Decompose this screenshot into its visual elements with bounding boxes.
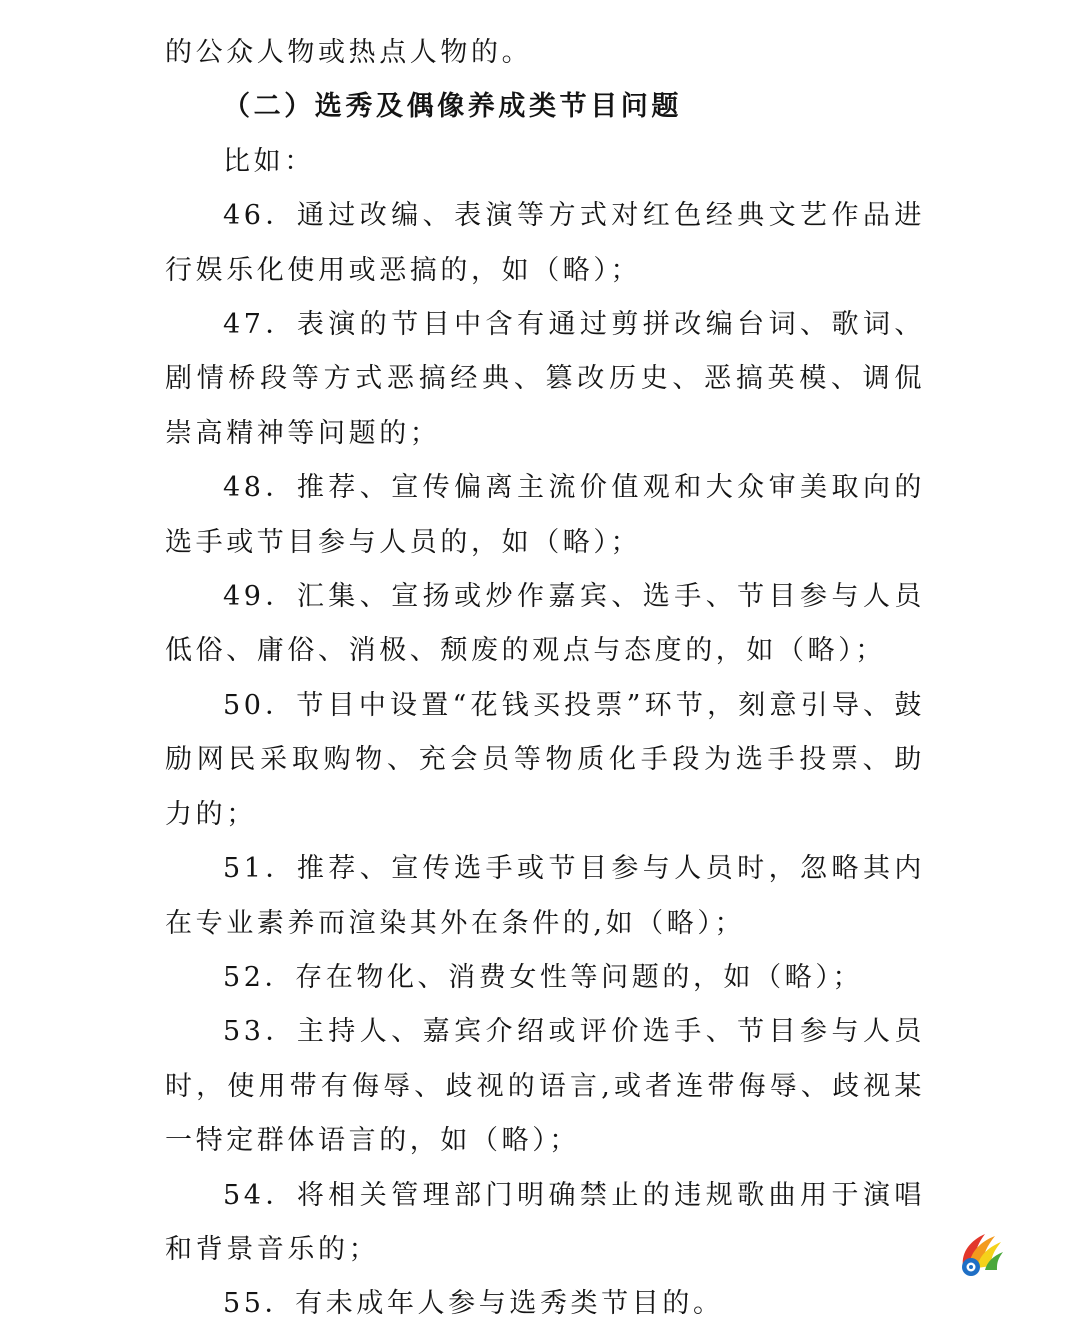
list-item-50: 50．节目中设置“花钱买投票”环节，刻意引导、鼓励网民采取购物、充会员等物质化手段为选手投票、助力的； xyxy=(165,689,925,830)
list-item-51: 51．推荐、宣传选手或节目参与人员时，忽略其内在专业素养而渲染其外在条件的,如（略）； xyxy=(165,853,925,939)
list-item-47: 47．表演的节目中含有通过剪拼改编台词、歌词、剧情桥段等方式恶搞经典、篡改历史、恶搞英模、调侃崇高精神等问题的； xyxy=(165,309,925,449)
paragraph-continuation: 的公众人物或热点人物的。 xyxy=(165,37,533,68)
list-item-55: 55．有未成年人参与选秀类节目的。 xyxy=(223,1288,724,1320)
colorful-swirl-logo-icon xyxy=(955,1222,1005,1278)
list-item-52: 52．存在物化、消费女性等问题的，如（略）； xyxy=(223,961,864,993)
list-item-48: 48．推荐、宣传偏离主流价值观和大众审美取向的选手或节目参与人员的，如（略）； xyxy=(165,472,925,558)
list-item-49: 49．汇集、宣扬或炒作嘉宾、选手、节目参与人员低俗、庸俗、消极、颓废的观点与态度的，如（略）； xyxy=(165,581,925,667)
document-body xyxy=(165,26,925,1332)
list-item-54: 54．将相关管理部门明确禁止的违规歌曲用于演唱和背景音乐的； xyxy=(165,1179,925,1265)
section-heading: （二）选秀及偶像养成类节目问题 xyxy=(223,91,682,123)
list-item-46: 46．通过改编、表演等方式对红色经典文艺作品进行娱乐化使用或恶搞的，如（略）； xyxy=(165,200,925,286)
paragraph-intro: 比如： xyxy=(223,145,315,177)
list-item-53: 53．主持人、嘉宾介绍或评价选手、节目参与人员时，使用带有侮辱、歧视的语言,或者连带侮辱、歧视某一特定群体语言的，如（略）； xyxy=(165,1016,925,1157)
